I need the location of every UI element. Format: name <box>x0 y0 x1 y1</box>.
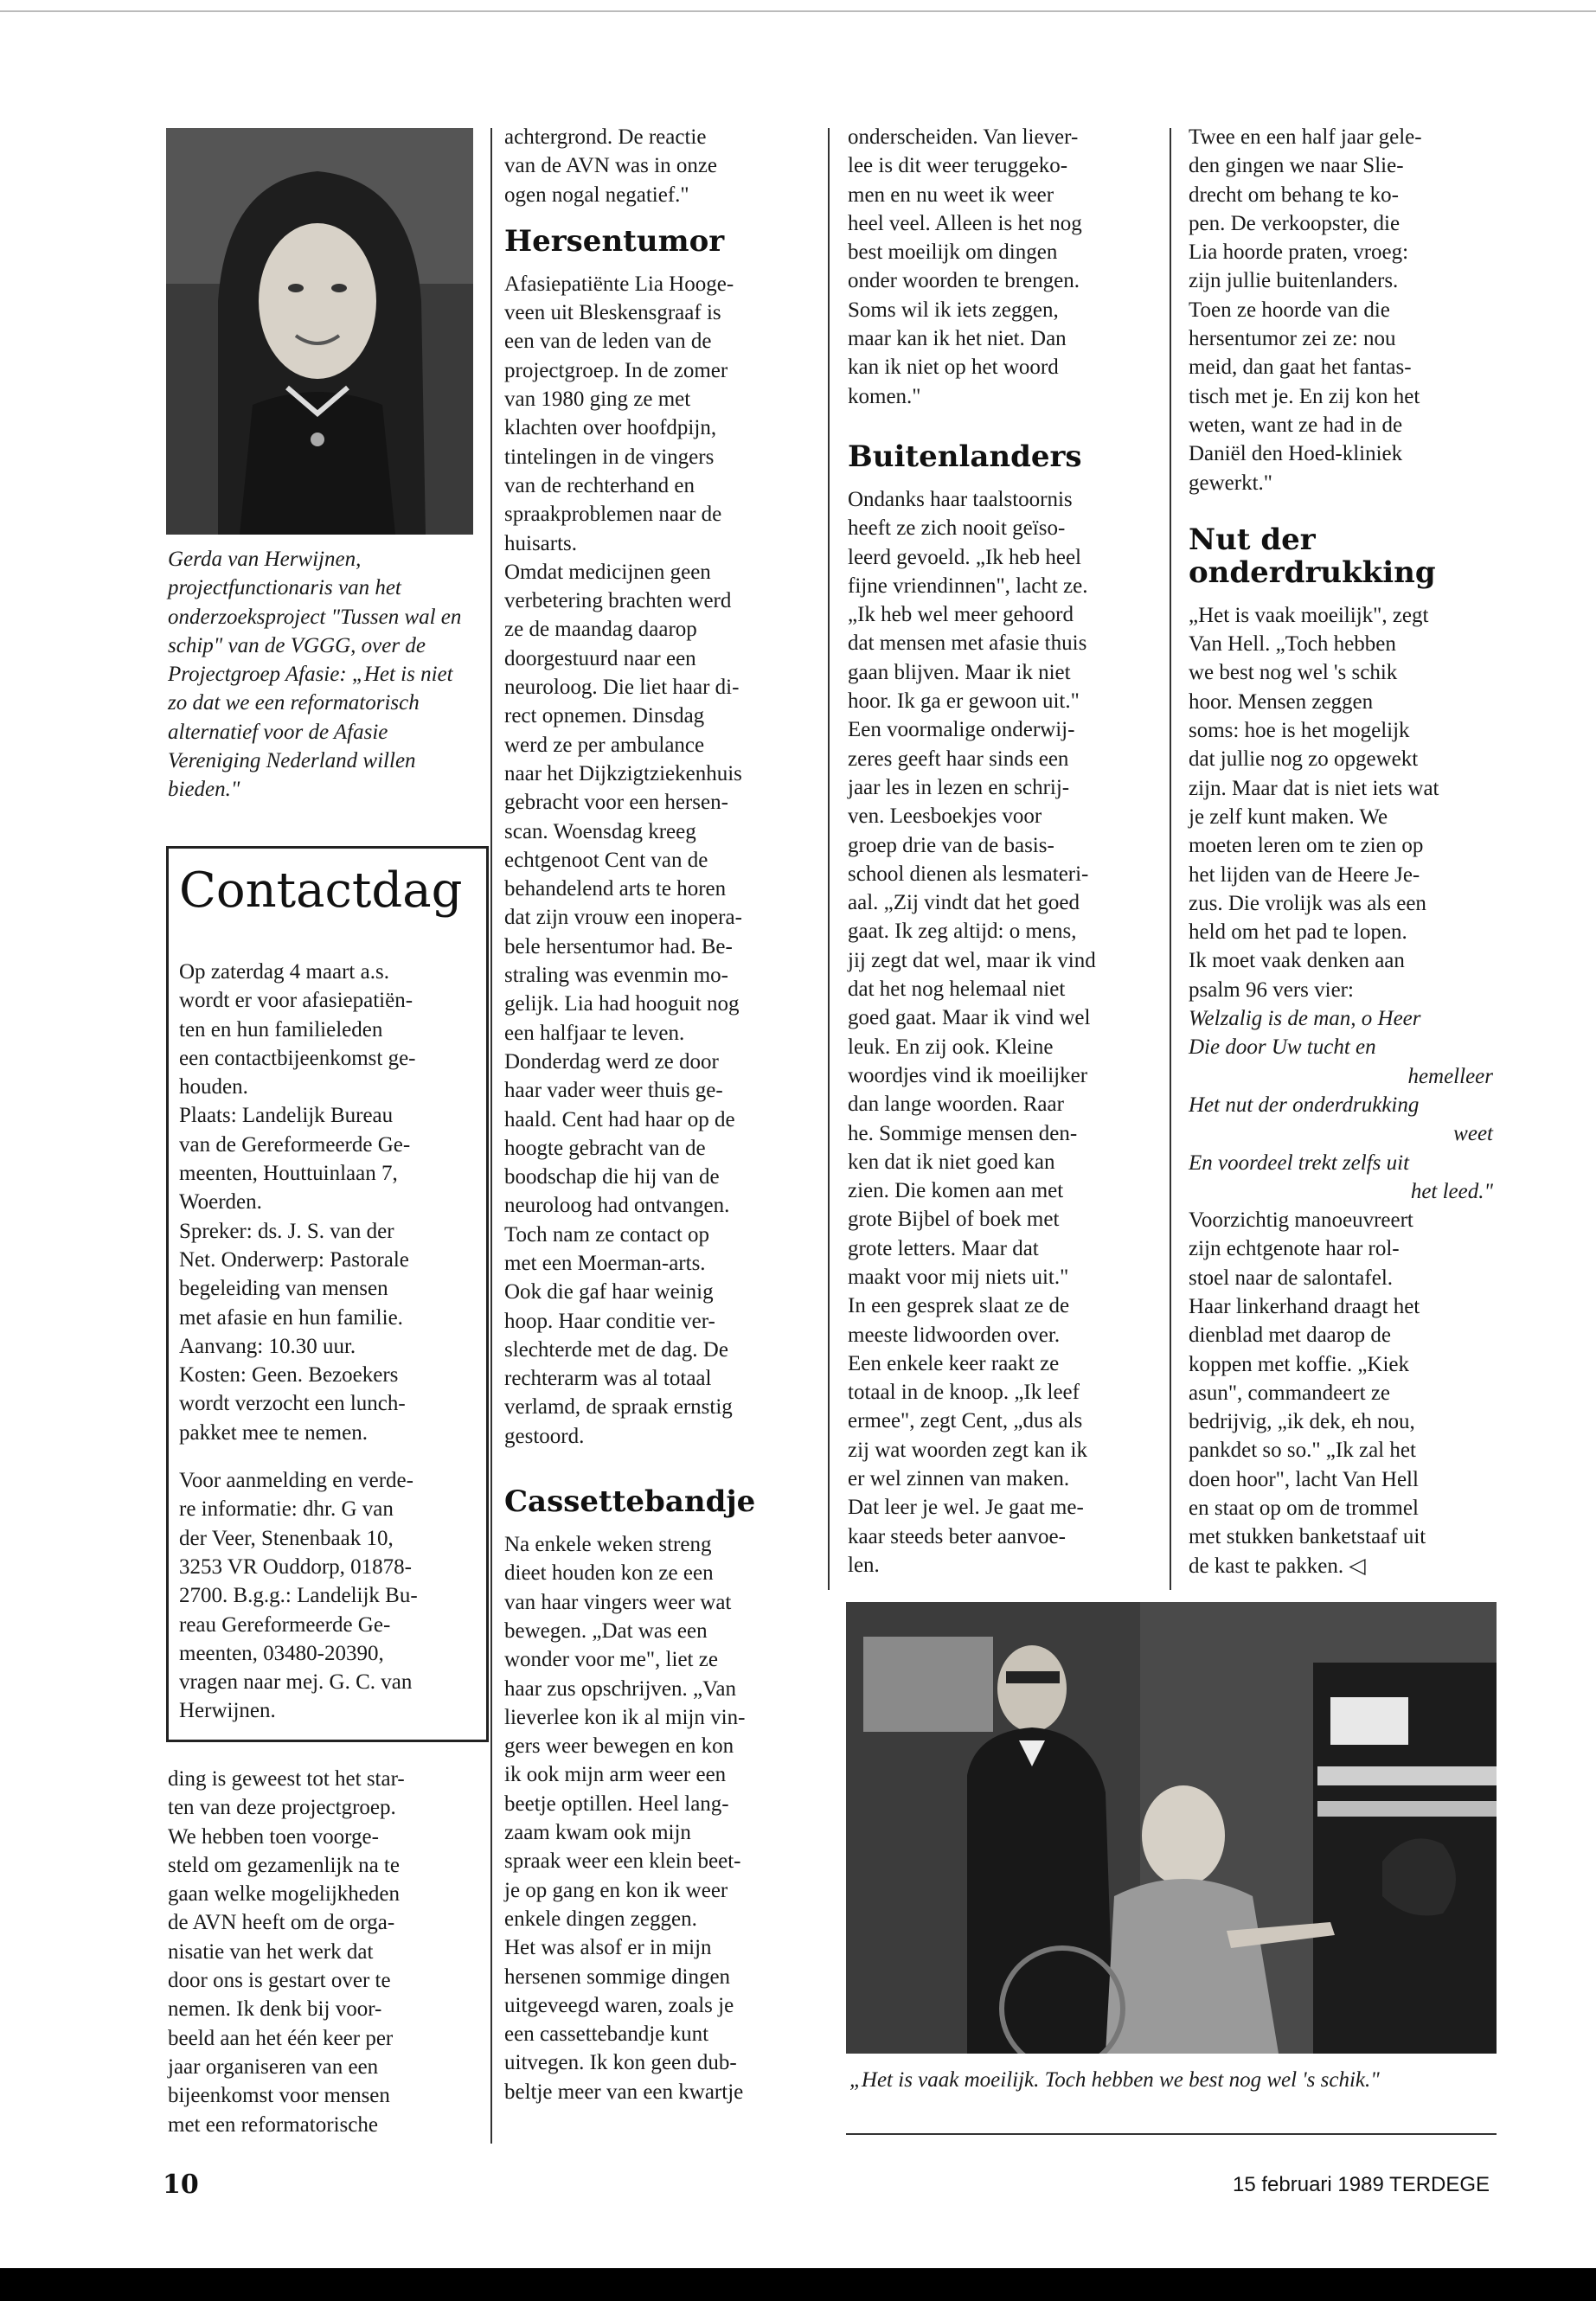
poem-line: hemelleer <box>1407 1064 1493 1088</box>
box-line: wordt verzocht een lunch- <box>179 1392 406 1416</box>
box-body <box>179 958 476 1726</box>
text-line: gelijk. Lia had hooguit nog <box>504 992 740 1016</box>
text-line: goed gaat. Maar ik vind wel <box>848 1006 1091 1030</box>
issue-date: 15 februari 1989 TERDEGE <box>1233 2173 1490 2196</box>
box-line: meenten, Houttuinlaan 7, <box>179 1162 398 1186</box>
text-line: kaar steeds beter aanvoe- <box>848 1524 1066 1548</box>
text-line: Omdat medicijnen geen <box>504 560 711 584</box>
text-line: best moeilijk om dingen <box>848 240 1058 265</box>
text-line: held om het pad te lopen. <box>1189 920 1407 945</box>
text-line: er wel zinnen van maken. <box>848 1467 1070 1491</box>
text-line: veen uit Bleskensgraaf is <box>504 301 721 325</box>
text-line: moeten leren om te zien op <box>1189 834 1424 858</box>
box-line: 3253 VR Ouddorp, 01878- <box>179 1554 412 1579</box>
text-line: Het was alsof er in mijn <box>504 1936 712 1960</box>
text-line: zeres geeft haar sinds een <box>848 747 1069 771</box>
text-line: koppen met koffie. „Kiek <box>1189 1352 1410 1376</box>
text-line: Dat leer je wel. Je gaat me- <box>848 1496 1084 1520</box>
box-title: Contactdag <box>179 862 463 919</box>
text-line: haar vader weer thuis ge- <box>504 1079 723 1103</box>
text-line: pankdet so so." „Ik zal het <box>1189 1439 1416 1463</box>
text-line: zaam kwam ook mijn <box>504 1821 691 1845</box>
text-line: bijeenkomst voor mensen <box>168 2084 390 2108</box>
text-line: Een voormalige onderwij- <box>848 718 1075 742</box>
box-line: Woerden. <box>179 1190 262 1215</box>
text-line: zus. Die vrolijk was als een <box>1189 891 1426 915</box>
text-line: haar zus opschrijven. „Van <box>504 1676 736 1701</box>
text-line: Daniël den Hoed-kliniek <box>1189 442 1403 466</box>
heading-cassettebandje: Cassettebandje <box>504 1484 756 1520</box>
text-line: haald. Cent had haar op de <box>504 1107 735 1131</box>
text-line: Ondanks haar taalstoornis <box>848 487 1073 511</box>
text-line: projectgroep. In de zomer <box>504 358 728 382</box>
text-line: huisarts. <box>504 531 578 555</box>
text-line: onderscheiden. Van liever- <box>848 125 1079 149</box>
text-line: onder woorden te brengen. <box>848 269 1080 293</box>
text-line: de kast te pakken. ◁ <box>1189 1554 1366 1578</box>
text-line: men en nu weet ik weer <box>848 183 1054 207</box>
text-line: behandelend arts te horen <box>504 877 727 901</box>
text-line: meid, dan gaat het fantas- <box>1189 356 1412 380</box>
box-line: met afasie en hun familie. <box>179 1305 403 1330</box>
text-line: jaar les in lezen en schrij- <box>848 775 1070 799</box>
text-line: grote letters. Maar dat <box>848 1236 1039 1260</box>
box-line: 2700. B.g.g.: Landelijk Bu- <box>179 1584 418 1608</box>
text-line: van de AVN was in onze <box>504 154 718 178</box>
text-line: Soms wil ik iets zeggen, <box>848 298 1059 322</box>
text-line: fijne vriendinnen", lacht ze. <box>848 574 1088 598</box>
box-line: Herwijnen. <box>179 1699 276 1723</box>
text-line: pen. De verkoopster, die <box>1189 211 1401 235</box>
text-line: ze de maandag daarop <box>504 618 697 642</box>
box-line: reau Gereformeerde Ge- <box>179 1612 391 1637</box>
text-line: dat zijn vrouw een inopera- <box>504 906 742 930</box>
text-line: psalm 96 vers vier: <box>1189 977 1354 1002</box>
couple-illustration <box>846 1602 1497 2054</box>
text-line: Een enkele keer raakt ze <box>848 1351 1060 1375</box>
text-line: dat jullie nog zo opgewekt <box>1189 747 1419 772</box>
text-line: In een gesprek slaat ze de <box>848 1294 1070 1318</box>
column-rule <box>490 128 492 2144</box>
column-3 <box>848 123 1164 1580</box>
text-line: tisch met je. En zij kon het <box>1189 384 1420 408</box>
text-line: boodschap die hij van de <box>504 1165 720 1189</box>
text-line: gers weer bewegen en kon <box>504 1734 734 1759</box>
text-line: Ik moet vaak denken aan <box>1189 949 1405 973</box>
box-line: Aanvang: 10.30 uur. <box>179 1334 356 1358</box>
text-line: werd ze per ambulance <box>504 733 705 757</box>
text-line: groep drie van de basis- <box>848 833 1054 857</box>
box-line: van de Gereformeerde Ge- <box>179 1132 411 1157</box>
heading-buitenlanders: Buitenlanders <box>848 439 1082 474</box>
text-line: ding is geweest tot het star- <box>168 1767 405 1791</box>
heading-nut-der-onderdrukking: Nut der onderdrukking <box>1189 522 1436 590</box>
portrait-illustration <box>166 128 473 535</box>
text-line: spraak weer een klein beet- <box>504 1849 741 1874</box>
text-line: gaat. Ik zeg altijd: o mens, <box>848 920 1077 944</box>
text-line: We hebben toen voorge- <box>168 1824 379 1849</box>
text-line: lee is dit weer teruggeko- <box>848 154 1068 178</box>
text-line: ken dat ik niet goed kan <box>848 1150 1055 1174</box>
text-line: beetje optillen. Heel lang- <box>504 1791 729 1816</box>
text-line: dan lange woorden. Raar <box>848 1093 1064 1117</box>
text-line: en staat op om de trommel <box>1189 1497 1419 1521</box>
text-line: je op gang en kon ik weer <box>504 1878 728 1902</box>
text-line: tintelingen in de vingers <box>504 445 715 469</box>
text-line: hoor. Ik ga er gewoon uit." <box>848 689 1080 714</box>
text-line: Van Hell. „Toch hebben <box>1189 632 1396 657</box>
text-line: zijn. Maar dat is niet iets wat <box>1189 776 1439 800</box>
column-2 <box>504 123 823 2106</box>
text-line: Afasiepatiënte Lia Hooge- <box>504 272 734 296</box>
text-line: echtgenoot Cent van de <box>504 848 708 872</box>
text-line: enkele dingen zeggen. <box>504 1907 697 1931</box>
text-line: Twee en een half jaar gele- <box>1189 125 1422 149</box>
text-line: neuroloog. Die liet haar di- <box>504 676 740 700</box>
text-line: beltje meer van een kwartje <box>504 2080 744 2104</box>
text-line: bewegen. „Dat was een <box>504 1618 708 1643</box>
text-line: Na enkele weken streng <box>504 1533 712 1557</box>
text-line: hoogte gebracht van de <box>504 1136 706 1160</box>
text-line: scan. Woensdag kreeg <box>504 819 696 843</box>
text-line: zien. Die komen aan met <box>848 1179 1064 1203</box>
poem-line: het leed." <box>1410 1179 1493 1203</box>
text-line: Donderdag werd ze door <box>504 1049 719 1074</box>
text-line: meeste lidwoorden over. <box>848 1323 1061 1347</box>
text-line: zijn echtgenote haar rol- <box>1189 1237 1400 1261</box>
text-line: ermee", zegt Cent, „dus als <box>848 1409 1083 1433</box>
column-rule <box>1170 128 1171 1590</box>
text-line: maar kan ik het niet. Dan <box>848 327 1067 351</box>
text-line: nisatie van het werk dat <box>168 1939 374 1964</box>
text-line: achtergrond. De reactie <box>504 125 707 149</box>
text-line: soms: hoe is het mogelijk <box>1189 719 1410 743</box>
text-line: grote Bijbel of boek met <box>848 1208 1060 1232</box>
text-line: gebracht voor een hersen- <box>504 791 728 815</box>
text-line: uitgeveegd waren, zoals je <box>504 1993 734 2017</box>
text-line: dat mensen met afasie thuis <box>848 631 1087 656</box>
caption-rule <box>846 2133 1497 2135</box>
text-line: Toen ze hoorde van die <box>1189 298 1390 322</box>
text-line: jaar organiseren van een <box>168 2054 379 2079</box>
portrait-photo <box>166 128 473 535</box>
poem-line: Het nut der onderdrukking <box>1189 1093 1420 1117</box>
text-line: heeft ze zich nooit geïso- <box>848 516 1066 541</box>
text-line: stoel naar de salontafel. <box>1189 1266 1394 1290</box>
top-rule <box>0 10 1596 12</box>
text-line: met een Moerman-arts. <box>504 1251 706 1275</box>
text-line: beeld aan het één keer per <box>168 2026 394 2050</box>
text-line: slechterde met de dag. De <box>504 1337 728 1362</box>
box-line: wordt er voor afasiepatiën- <box>179 989 413 1013</box>
text-line: gaan blijven. Maar ik niet <box>848 660 1071 684</box>
text-line: straling was evenmin mo- <box>504 964 728 988</box>
text-line: ogen nogal negatief." <box>504 183 689 207</box>
box-line: pakket mee te nemen. <box>179 1420 368 1445</box>
text-line: neuroloog had ontvangen. <box>504 1194 730 1218</box>
portrait-caption: Gerda van Herwijnen, projectfunctionaris van het onderzoeksproject "Tussen wal en schip" van de VGGG, over de Projectgroep Afasie: „Het is niet zo dat we een reformatorisch alternatief voor de Afasie Vereniging Nederland willen bieden." <box>168 548 462 802</box>
text-line: bele hersentumor had. Be- <box>504 934 733 958</box>
text-line: leerd gevoeld. „Ik heb heel <box>848 545 1082 569</box>
text-line: Haar linkerhand draagt het <box>1189 1294 1420 1318</box>
column-1-bottom <box>168 1765 479 2139</box>
heading-hersentumor: Hersentumor <box>504 223 725 259</box>
text-line: het lijden van de Heere Je- <box>1189 862 1420 887</box>
box-line: Voor aanmelding en verde- <box>179 1469 413 1493</box>
text-line: weten, want ze had in de <box>1189 413 1403 437</box>
text-line: gestoord. <box>504 1424 585 1448</box>
contactdag-box <box>166 846 489 1742</box>
box-line: een contactbijeenkomst ge- <box>179 1046 416 1070</box>
text-line: woordjes vind ik moeilijker <box>848 1063 1088 1087</box>
text-line: „Het is vaak moeilijk", zegt <box>1189 603 1429 627</box>
text-line: komen." <box>848 384 921 408</box>
text-line: rect opnemen. Dinsdag <box>504 704 705 728</box>
box-line: Kosten: Geen. Bezoekers <box>179 1363 399 1388</box>
text-line: nemen. Ik denk bij voor- <box>168 1997 382 2022</box>
scan-edge <box>0 2268 1596 2301</box>
text-line: door ons is gestart over te <box>168 1969 391 1993</box>
column-rule <box>828 128 830 1590</box>
box-line: vragen naar mej. G. C. van <box>179 1670 413 1695</box>
poem-line: Welzalig is de man, o Heer <box>1189 1007 1421 1031</box>
text-line: wonder voor me", liet ze <box>504 1648 718 1672</box>
text-line: zij wat woorden zegt kan ik <box>848 1438 1087 1462</box>
text-line: den gingen we naar Slie- <box>1189 154 1404 178</box>
text-line: Toch nam ze contact op <box>504 1222 710 1247</box>
box-line: begeleiding van mensen <box>179 1277 388 1301</box>
text-line: hersentumor zei ze: nou <box>1189 327 1396 351</box>
text-line: leuk. En zij ook. Kleine <box>848 1035 1054 1059</box>
poem-line: weet <box>1453 1122 1493 1146</box>
box-line: Spreker: ds. J. S. van der <box>179 1219 394 1243</box>
text-line: Lia hoorde praten, vroeg: <box>1189 240 1409 265</box>
poem-line: En voordeel trekt zelfs uit <box>1189 1150 1410 1175</box>
text-line: doen hoor", lacht Van Hell <box>1189 1467 1419 1491</box>
text-line: drecht om behang te ko- <box>1189 183 1399 207</box>
column-4 <box>1189 123 1493 1580</box>
text-line: steld om gezamenlijk na te <box>168 1853 400 1877</box>
photo-caption: „Het is vaak moeilijk. Toch hebben we best nog wel 's schik." <box>849 2068 1380 2092</box>
text-line: „Ik heb wel meer gehoord <box>848 603 1074 627</box>
text-line: verlamd, de spraak ernstig <box>504 1395 733 1420</box>
poem-line: Die door Uw tucht en <box>1189 1035 1376 1060</box>
text-line: hersenen sommige dingen <box>504 1965 731 1989</box>
text-line: he. Sommige mensen den- <box>848 1121 1078 1145</box>
text-line: Ook die gaf haar weinig <box>504 1280 714 1304</box>
text-line: hoop. Haar conditie ver- <box>504 1309 715 1333</box>
text-line: totaal in de knoop. „Ik leef <box>848 1381 1080 1405</box>
box-line: meenten, 03480-20390, <box>179 1641 384 1665</box>
text-line: kan ik niet op het woord <box>848 356 1059 380</box>
text-line: een halfjaar te leven. <box>504 1021 685 1045</box>
text-line: een van de leden van de <box>504 330 712 354</box>
text-line: uitvegen. Ik kon geen dub- <box>504 2051 737 2075</box>
text-line: van de rechterhand en <box>504 473 695 497</box>
text-line: naar het Dijkzigtziekenhuis <box>504 761 742 785</box>
text-line: len. <box>848 1553 880 1577</box>
text-line: aal. „Zij vindt dat het goed <box>848 891 1080 915</box>
text-line: we best nog wel 's schik <box>1189 661 1398 685</box>
text-line: gaan welke mogelijkheden <box>168 1882 400 1907</box>
text-line: van 1980 ging ze met <box>504 388 691 412</box>
text-line: doorgestuurd naar een <box>504 646 696 670</box>
text-line: dienblad met daarop de <box>1189 1324 1391 1348</box>
text-line: een cassettebandje kunt <box>504 2022 709 2047</box>
text-line: je zelf kunt maken. We <box>1189 804 1388 829</box>
text-line: dieet houden kon ze een <box>504 1561 714 1586</box>
text-line: zijn jullie buitenlanders. <box>1189 269 1399 293</box>
box-line: Plaats: Landelijk Bureau <box>179 1104 394 1128</box>
text-line: met stukken banketstaaf uit <box>1189 1525 1426 1549</box>
text-line: rechterarm was al totaal <box>504 1367 712 1391</box>
text-line: ven. Leesboekjes voor <box>848 804 1042 829</box>
text-line: van haar vingers weer wat <box>504 1590 732 1614</box>
text-line: heel veel. Alleen is het nog <box>848 211 1082 235</box>
box-line: Net. Onderwerp: Pastorale <box>179 1247 409 1272</box>
box-line: Op zaterdag 4 maart a.s. <box>179 960 389 984</box>
box-line: re informatie: dhr. G van <box>179 1497 394 1522</box>
text-line: Voorzichtig manoeuvreert <box>1189 1208 1413 1233</box>
text-line: hoor. Mensen zeggen <box>1189 689 1374 714</box>
text-line: ten van deze projectgroep. <box>168 1796 396 1820</box>
text-line: ik ook mijn arm weer een <box>504 1763 727 1787</box>
text-line: verbetering brachten werd <box>504 589 732 613</box>
page-number: 10 <box>163 2170 199 2200</box>
text-line: met een reformatorische <box>168 2112 378 2137</box>
box-line: ten en hun familieleden <box>179 1017 383 1042</box>
box-line: der Veer, Stenenbaak 10, <box>179 1526 394 1550</box>
text-line: spraakproblemen naar de <box>504 503 722 527</box>
text-line: asun", commandeert ze <box>1189 1381 1391 1405</box>
text-line: jij zegt dat wel, maar ik vind <box>848 948 1096 972</box>
text-line: dat het nog helemaal niet <box>848 977 1066 1002</box>
text-line: school dienen als lesmateri- <box>848 862 1089 886</box>
text-line: maakt voor mij niets uit." <box>848 1265 1069 1289</box>
text-line: bedrijvig, „ik dek, eh nou, <box>1189 1410 1415 1434</box>
text-line: klachten over hoofdpijn, <box>504 416 717 440</box>
text-line: gewerkt." <box>1189 471 1272 495</box>
text-line: de AVN heeft om de orga- <box>168 1911 395 1935</box>
text-line: lieverlee kon ik al mijn vin- <box>504 1705 746 1729</box>
box-line: houden. <box>179 1075 248 1099</box>
couple-photo <box>846 1602 1497 2054</box>
